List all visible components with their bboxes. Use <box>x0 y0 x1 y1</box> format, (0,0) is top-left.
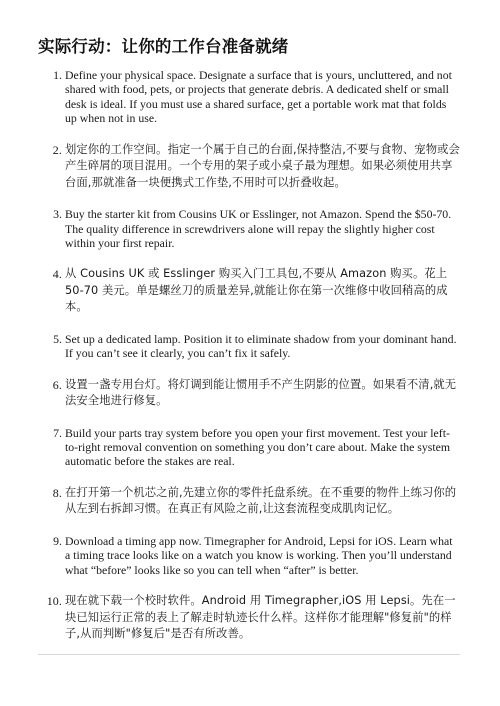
list-item <box>38 377 460 410</box>
step-number: 3. <box>53 207 62 222</box>
step-text: Buy the starter kit from Cousins UK or Esslinger, not Amazon. Spend the $50-70. The quality difference in screwdrivers alone will repay the slightly higher cost within your first repair. <box>65 207 452 250</box>
list-item <box>38 593 460 643</box>
step-number: 5. <box>53 331 62 346</box>
list-item <box>38 534 460 577</box>
step-text: 现在就下载一个校时软件。Android 用 Timegrapher,iOS 用 Lepsi。先在一块已知运行正常的表上了解走时轨迹长什么样。这样你才能理解"修复前"的样子,从而判断"修复后"是否有所改善。 <box>65 594 456 641</box>
page-title: 实际行动：让你的工作台准备就绪 <box>38 37 289 56</box>
step-text: Set up a dedicated lamp. Position it to eliminate shadow from your dominant hand. If you can’t see it clearly, you can’t fix it safely. <box>65 331 457 361</box>
list-item <box>38 207 460 250</box>
list-item <box>38 485 460 518</box>
step-text: Define your physical space. Designate a surface that is yours, uncluttered, and not shared with food, pets, or projects that generate debris. A dedicated shelf or small desk is ideal. If you must use a shared surface, get a portable work mat that folds up when not in use. <box>65 68 452 126</box>
step-number: 6. <box>52 377 62 392</box>
step-number: 10. <box>46 594 62 609</box>
step-text: 划定你的工作空间。指定一个属于自己的台面,保持整洁,不要与食物、宠物或会产生碎屑的项目混用。一个专用的架子或小桌子最为理想。如果必须使用共享台面,那就准备一块便携式工作垫,不用时可以折叠收起。 <box>65 142 460 189</box>
step-number: 1. <box>53 68 62 82</box>
step-text: Download a timing app now. Timegrapher for Android, Lepsi for iOS. Learn what a timing trace looks like on a watch you know is working. Then you’ll understand what “before” looks like so you can tell when “after” is better. <box>65 533 453 577</box>
step-number: 4. <box>52 267 62 282</box>
list-item <box>38 332 460 361</box>
step-number: 8. <box>52 485 62 500</box>
steps-list <box>38 68 460 643</box>
step-number: 7. <box>53 425 62 440</box>
step-text: 设置一盏专用台灯。将灯调到能让惯用手不产生阴影的位置。如果看不清,就无法安全地进行修复。 <box>65 377 457 408</box>
list-item <box>38 68 460 126</box>
step-number: 9. <box>53 533 62 548</box>
step-text: 从 Cousins UK 或 Esslinger 购买入门工具包,不要从 Amazon 购买。花上 50-70 美元。单是螺丝刀的质量差异,就能让你在第一次维修中收回稍高的成本。 <box>65 267 448 314</box>
list-item <box>38 142 460 192</box>
step-text: Build your parts tray system before you open your first movement. Test your left-to-right removal convention on something you don’t care about. Make the system automatic before the stakes are real. <box>65 425 451 469</box>
list-item <box>38 266 460 316</box>
divider <box>38 654 460 655</box>
step-text: 在打开第一个机芯之前,先建立你的零件托盘系统。在不重要的物件上练习你的从左到右拆卸习惯。在真正有风险之前,让这套流程变成肌肉记忆。 <box>65 485 457 516</box>
step-number: 2. <box>52 142 62 157</box>
list-item <box>38 426 460 469</box>
